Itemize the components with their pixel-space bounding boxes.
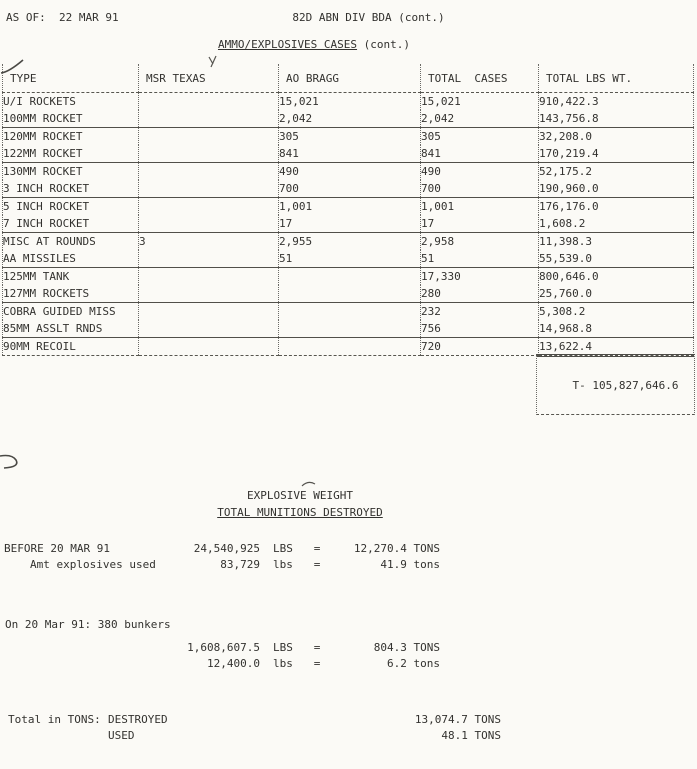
total-tons-sublabel: USED — [108, 729, 135, 742]
total-tons-label: Total in TONS: — [8, 713, 101, 726]
spacer — [8, 728, 108, 743]
equals-sign: = — [313, 558, 321, 571]
cell-msr-texas — [139, 180, 279, 198]
cell-type: AA MISSILES — [3, 250, 139, 268]
cell-total-cases: 756 — [421, 320, 539, 338]
weight-row-used — [4, 557, 440, 572]
weight-row-tons: 12,270.4 TONS — [353, 542, 440, 555]
cell-ao-bragg: 305 — [279, 128, 421, 146]
cell-total-lbs: 13,622.4 — [539, 338, 694, 356]
weight-row-tons: 804.3 TONS — [373, 641, 440, 654]
weight-row-lbs: 1,608,607.5 — [187, 641, 260, 654]
weight-row-tons: 41.9 tons — [380, 558, 440, 571]
cell-total-cases: 232 — [421, 303, 539, 321]
table-row — [3, 198, 694, 216]
table-row — [3, 93, 694, 111]
table-row — [3, 320, 694, 338]
weight-row-label: BEFORE 20 MAR 91 — [4, 542, 110, 555]
cell-ao-bragg: 700 — [279, 180, 421, 198]
cell-ao-bragg: 1,001 — [279, 198, 421, 216]
section-title-cont: (cont.) — [357, 38, 411, 51]
bunkers-heading: On 20 Mar 91: 380 bunkers — [5, 618, 171, 631]
cell-ao-bragg: 841 — [279, 145, 421, 163]
cell-type: 3 INCH ROCKET — [3, 180, 139, 198]
cell-type: 122MM ROCKET — [3, 145, 139, 163]
ammo-explosives-table — [2, 64, 694, 356]
weight-row-lbs-unit: LBS — [273, 641, 293, 654]
cell-msr-texas — [139, 128, 279, 146]
cell-msr-texas — [139, 285, 279, 303]
grand-total-box — [536, 354, 695, 415]
weight-row-lbs: 12,400.0 — [207, 657, 260, 670]
table-row — [3, 285, 694, 303]
cell-total-cases: 17 — [421, 215, 539, 233]
table-row — [3, 303, 694, 321]
cell-total-lbs: 143,756.8 — [539, 110, 694, 128]
equals-sign: = — [313, 542, 321, 555]
cell-msr-texas — [139, 303, 279, 321]
total-tons-row-destroyed — [8, 712, 501, 727]
cell-total-cases: 700 — [421, 180, 539, 198]
cell-total-cases: 2,042 — [421, 110, 539, 128]
cell-ao-bragg: 2,042 — [279, 110, 421, 128]
cell-total-lbs: 800,646.0 — [539, 268, 694, 286]
total-munitions-title: TOTAL MUNITIONS DESTROYED — [217, 506, 383, 519]
col-header-total-lbs: TOTAL LBS WT. — [539, 64, 694, 93]
spacer — [4, 656, 186, 671]
equals-sign: = — [313, 641, 321, 654]
total-tons-sublabel: DESTROYED — [108, 713, 168, 726]
total-tons-row-used — [8, 728, 501, 743]
cell-msr-texas — [139, 198, 279, 216]
bunker-weight-row — [4, 656, 440, 671]
cell-type: 90MM RECOIL — [3, 338, 139, 356]
cell-msr-texas — [139, 110, 279, 128]
weight-row-lbs-unit: LBS — [273, 542, 293, 555]
cell-ao-bragg: 51 — [279, 250, 421, 268]
pen-mark-icon — [0, 448, 30, 472]
table-row — [3, 180, 694, 198]
cell-msr-texas — [139, 215, 279, 233]
bunker-weight-row — [4, 640, 440, 655]
cell-total-cases: 15,021 — [421, 93, 539, 111]
section-title — [0, 37, 628, 52]
cell-total-cases: 305 — [421, 128, 539, 146]
table-row — [3, 163, 694, 181]
table-row — [3, 268, 694, 286]
cell-type: 120MM ROCKET — [3, 128, 139, 146]
cell-type: 85MM ASSLT RNDS — [3, 320, 139, 338]
cell-total-cases: 51 — [421, 250, 539, 268]
section-title-text: AMMO/EXPLOSIVES CASES — [217, 38, 358, 51]
cell-total-cases: 490 — [421, 163, 539, 181]
cell-total-lbs: 190,960.0 — [539, 180, 694, 198]
cell-type: 100MM ROCKET — [3, 110, 139, 128]
cell-msr-texas — [139, 250, 279, 268]
cell-ao-bragg — [279, 303, 421, 321]
cell-msr-texas — [139, 320, 279, 338]
weight-row-label: Amt explosives used — [30, 558, 156, 571]
cell-ao-bragg: 15,021 — [279, 93, 421, 111]
cell-type: 127MM ROCKETS — [3, 285, 139, 303]
cell-msr-texas — [139, 145, 279, 163]
cell-total-lbs: 5,308.2 — [539, 303, 694, 321]
cell-total-cases: 17,330 — [421, 268, 539, 286]
total-tons-value: 13,074.7 TONS — [414, 713, 501, 726]
cell-total-lbs: 14,968.8 — [539, 320, 694, 338]
page-title: 82D ABN DIV BDA (cont.) — [292, 11, 445, 24]
weight-row-lbs: 83,729 — [220, 558, 260, 571]
weight-row-lbs-unit: lbs — [273, 558, 293, 571]
table-row — [3, 233, 694, 251]
table-row — [3, 250, 694, 268]
table-row — [3, 128, 694, 146]
cell-total-lbs: 52,175.2 — [539, 163, 694, 181]
equals-sign: = — [313, 657, 321, 670]
cell-ao-bragg — [279, 285, 421, 303]
explosive-weight-section-titles — [120, 487, 480, 521]
cell-total-cases: 841 — [421, 145, 539, 163]
weight-row-lbs: 24,540,925 — [193, 542, 260, 555]
cell-msr-texas — [139, 163, 279, 181]
cell-total-lbs: 176,176.0 — [539, 198, 694, 216]
table-row — [3, 338, 694, 356]
cell-total-lbs: 32,208.0 — [539, 128, 694, 146]
cell-type: MISC AT ROUNDS — [3, 233, 139, 251]
spacer — [4, 640, 186, 655]
cell-total-lbs: 11,398.3 — [539, 233, 694, 251]
cell-ao-bragg — [279, 320, 421, 338]
col-header-msr-texas: MSR TEXAS — [139, 64, 279, 93]
cell-total-lbs: 55,539.0 — [539, 250, 694, 268]
cell-type: COBRA GUIDED MISS — [3, 303, 139, 321]
cell-total-lbs: 1,608.2 — [539, 215, 694, 233]
cell-msr-texas — [139, 338, 279, 356]
weight-row-before — [4, 541, 440, 556]
cell-total-cases: 1,001 — [421, 198, 539, 216]
cell-type: 125MM TANK — [3, 268, 139, 286]
cell-msr-texas: 3 — [139, 233, 279, 251]
cell-total-lbs: 170,219.4 — [539, 145, 694, 163]
cell-total-lbs: 25,760.0 — [539, 285, 694, 303]
total-tons-value: 48.1 TONS — [441, 729, 501, 742]
col-header-ao-bragg: AO BRAGG — [279, 64, 421, 93]
col-header-type: TYPE — [3, 64, 139, 93]
grand-total-value: T- 105,827,646.6 — [572, 379, 679, 392]
cell-msr-texas — [139, 93, 279, 111]
cell-total-cases: 720 — [421, 338, 539, 356]
table-header-row — [3, 64, 694, 93]
cell-type: 7 INCH ROCKET — [3, 215, 139, 233]
weight-row-tons: 6.2 tons — [387, 657, 440, 670]
weight-row-lbs-unit: lbs — [273, 657, 293, 670]
cell-msr-texas — [139, 268, 279, 286]
cell-ao-bragg: 2,955 — [279, 233, 421, 251]
cell-ao-bragg — [279, 268, 421, 286]
cell-ao-bragg — [279, 338, 421, 356]
cell-type: 130MM ROCKET — [3, 163, 139, 181]
table-row — [3, 145, 694, 163]
cell-ao-bragg: 17 — [279, 215, 421, 233]
cell-total-cases: 2,958 — [421, 233, 539, 251]
as-of-date: AS OF: 22 MAR 91 — [6, 11, 119, 24]
table-row — [3, 215, 694, 233]
explosive-weight-title: EXPLOSIVE WEIGHT — [247, 489, 353, 502]
cell-total-lbs: 910,422.3 — [539, 93, 694, 111]
cell-type: U/I ROCKETS — [3, 93, 139, 111]
cell-type: 5 INCH ROCKET — [3, 198, 139, 216]
cell-ao-bragg: 490 — [279, 163, 421, 181]
cell-total-cases: 280 — [421, 285, 539, 303]
table-row — [3, 110, 694, 128]
col-header-total-cases: TOTAL CASES — [421, 64, 539, 93]
